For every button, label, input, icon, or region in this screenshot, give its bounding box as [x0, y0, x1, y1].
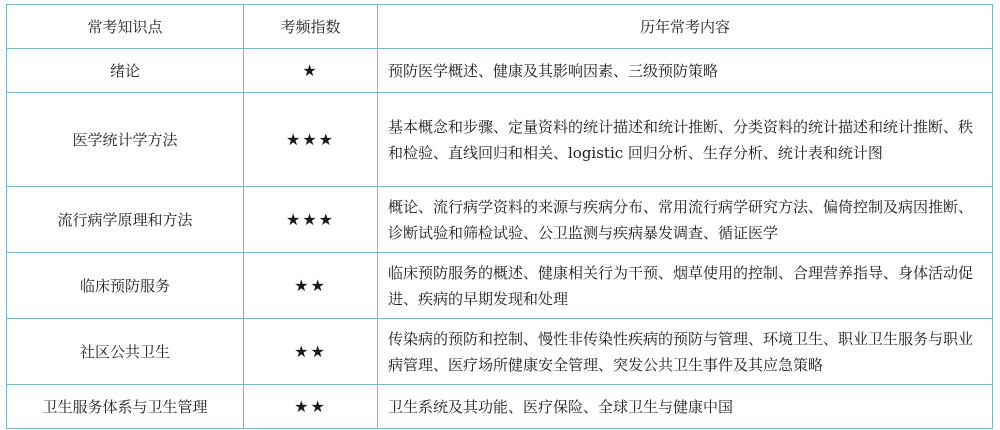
content-cell: 概论、流行病学资料的来源与疾病分布、常用流行病学研究方法、偏倚控制及病因推断、诊断试验和筛检试验、公卫监测与疾病暴发调查、循证医学	[378, 187, 993, 253]
table-row	[7, 93, 993, 187]
topic-cell: 医学统计学方法	[7, 93, 244, 187]
topic-cell: 绪论	[7, 49, 244, 93]
content-cell: 临床预防服务的概述、健康相关行为干预、烟草使用的控制、合理营养指导、身体活动促进、疾病的早期发现和处理	[378, 253, 993, 319]
header-content: 历年常考内容	[378, 5, 993, 49]
header-topic: 常考知识点	[7, 5, 244, 49]
frequency-stars: ★★★	[244, 187, 378, 253]
header-frequency: 考频指数	[244, 5, 378, 49]
table-row	[7, 385, 993, 429]
topic-cell: 临床预防服务	[7, 253, 244, 319]
table-row	[7, 187, 993, 253]
content-cell: 卫生系统及其功能、医疗保险、全球卫生与健康中国	[378, 385, 993, 429]
frequency-stars: ★	[244, 49, 378, 93]
table-row	[7, 319, 993, 385]
frequency-stars: ★★★	[244, 93, 378, 187]
knowledge-table	[6, 4, 993, 429]
content-cell: 传染病的预防和控制、慢性非传染性疾病的预防与管理、环境卫生、职业卫生服务与职业病管理、医疗场所健康安全管理、突发公共卫生事件及其应急策略	[378, 319, 993, 385]
topic-cell: 流行病学原理和方法	[7, 187, 244, 253]
header-row	[7, 5, 993, 49]
content-cell: 预防医学概述、健康及其影响因素、三级预防策略	[378, 49, 993, 93]
frequency-stars: ★★	[244, 253, 378, 319]
table-row	[7, 253, 993, 319]
frequency-stars: ★★	[244, 319, 378, 385]
topic-cell: 卫生服务体系与卫生管理	[7, 385, 244, 429]
content-cell: 基本概念和步骤、定量资料的统计描述和统计推断、分类资料的统计描述和统计推断、秩和检验、直线回归和相关、logistic 回归分析、生存分析、统计表和统计图	[378, 93, 993, 187]
table-row	[7, 49, 993, 93]
topic-cell: 社区公共卫生	[7, 319, 244, 385]
frequency-stars: ★★	[244, 385, 378, 429]
